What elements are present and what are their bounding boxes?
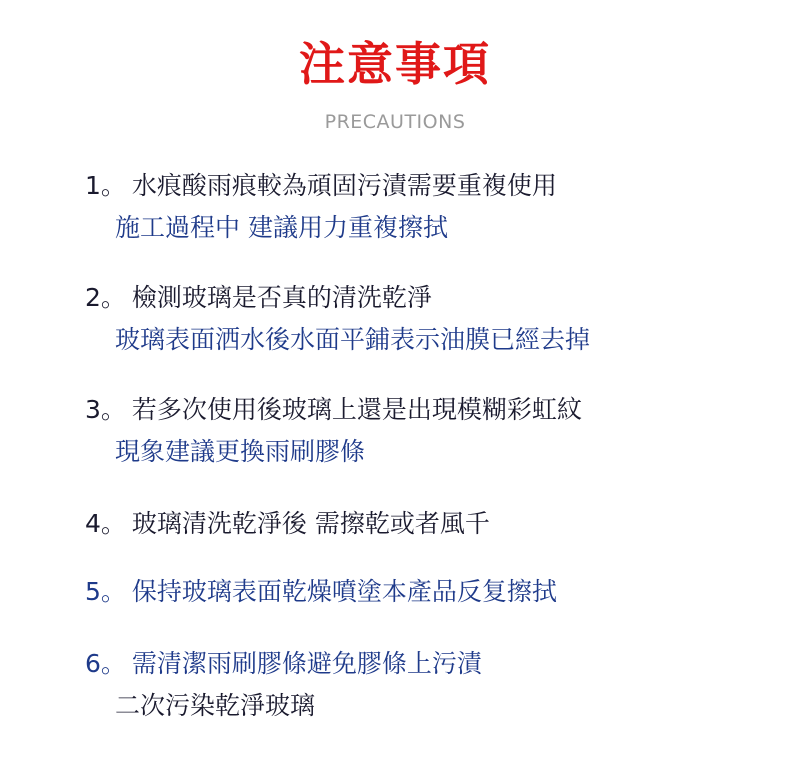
item-continuation: 現象建議更換雨刷膠條 bbox=[115, 437, 366, 466]
precaution-item-3 bbox=[85, 394, 775, 468]
item-continuation: 玻璃表面洒水後水面平鋪表示油膜已經去掉 bbox=[115, 325, 591, 354]
precaution-item-4 bbox=[85, 508, 775, 540]
item-text: 玻璃清洗乾淨後 需擦乾或者風千 bbox=[131, 509, 490, 538]
precaution-item-6 bbox=[85, 648, 775, 722]
item-text: 檢測玻璃是否真的清洗乾淨 bbox=[131, 283, 432, 312]
item-number: 5。 bbox=[85, 577, 126, 606]
item-number: 1。 bbox=[85, 171, 126, 200]
precaution-line bbox=[85, 282, 775, 314]
precaution-line bbox=[85, 170, 775, 202]
page-title: 注意事項 bbox=[299, 37, 491, 91]
item-number: 6。 bbox=[85, 649, 126, 678]
item-text: 水痕酸雨痕較為頑固污漬需要重複使用 bbox=[131, 171, 557, 200]
precaution-item-2 bbox=[85, 282, 775, 356]
item-number: 4。 bbox=[85, 509, 126, 538]
item-number: 3。 bbox=[85, 395, 126, 424]
item-text: 保持玻璃表面乾燥噴塗本產品反复擦拭 bbox=[131, 577, 557, 606]
page-subtitle: PRECAUTIONS bbox=[324, 111, 466, 133]
item-text: 需清潔雨刷膠條避免膠條上污漬 bbox=[131, 649, 482, 678]
item-text: 若多次使用後玻璃上還是出現模糊彩虹紋 bbox=[131, 395, 582, 424]
item-continuation: 施工過程中 建議用力重複擦拭 bbox=[115, 213, 448, 242]
precaution-item-5 bbox=[85, 576, 775, 608]
precaution-line bbox=[85, 394, 775, 426]
precaution-line bbox=[85, 648, 775, 680]
precaution-item-1 bbox=[85, 170, 775, 244]
item-number: 2。 bbox=[85, 283, 126, 312]
precaution-line bbox=[85, 508, 775, 540]
precaution-line bbox=[85, 576, 775, 608]
item-continuation: 二次污染乾淨玻璃 bbox=[115, 691, 316, 720]
